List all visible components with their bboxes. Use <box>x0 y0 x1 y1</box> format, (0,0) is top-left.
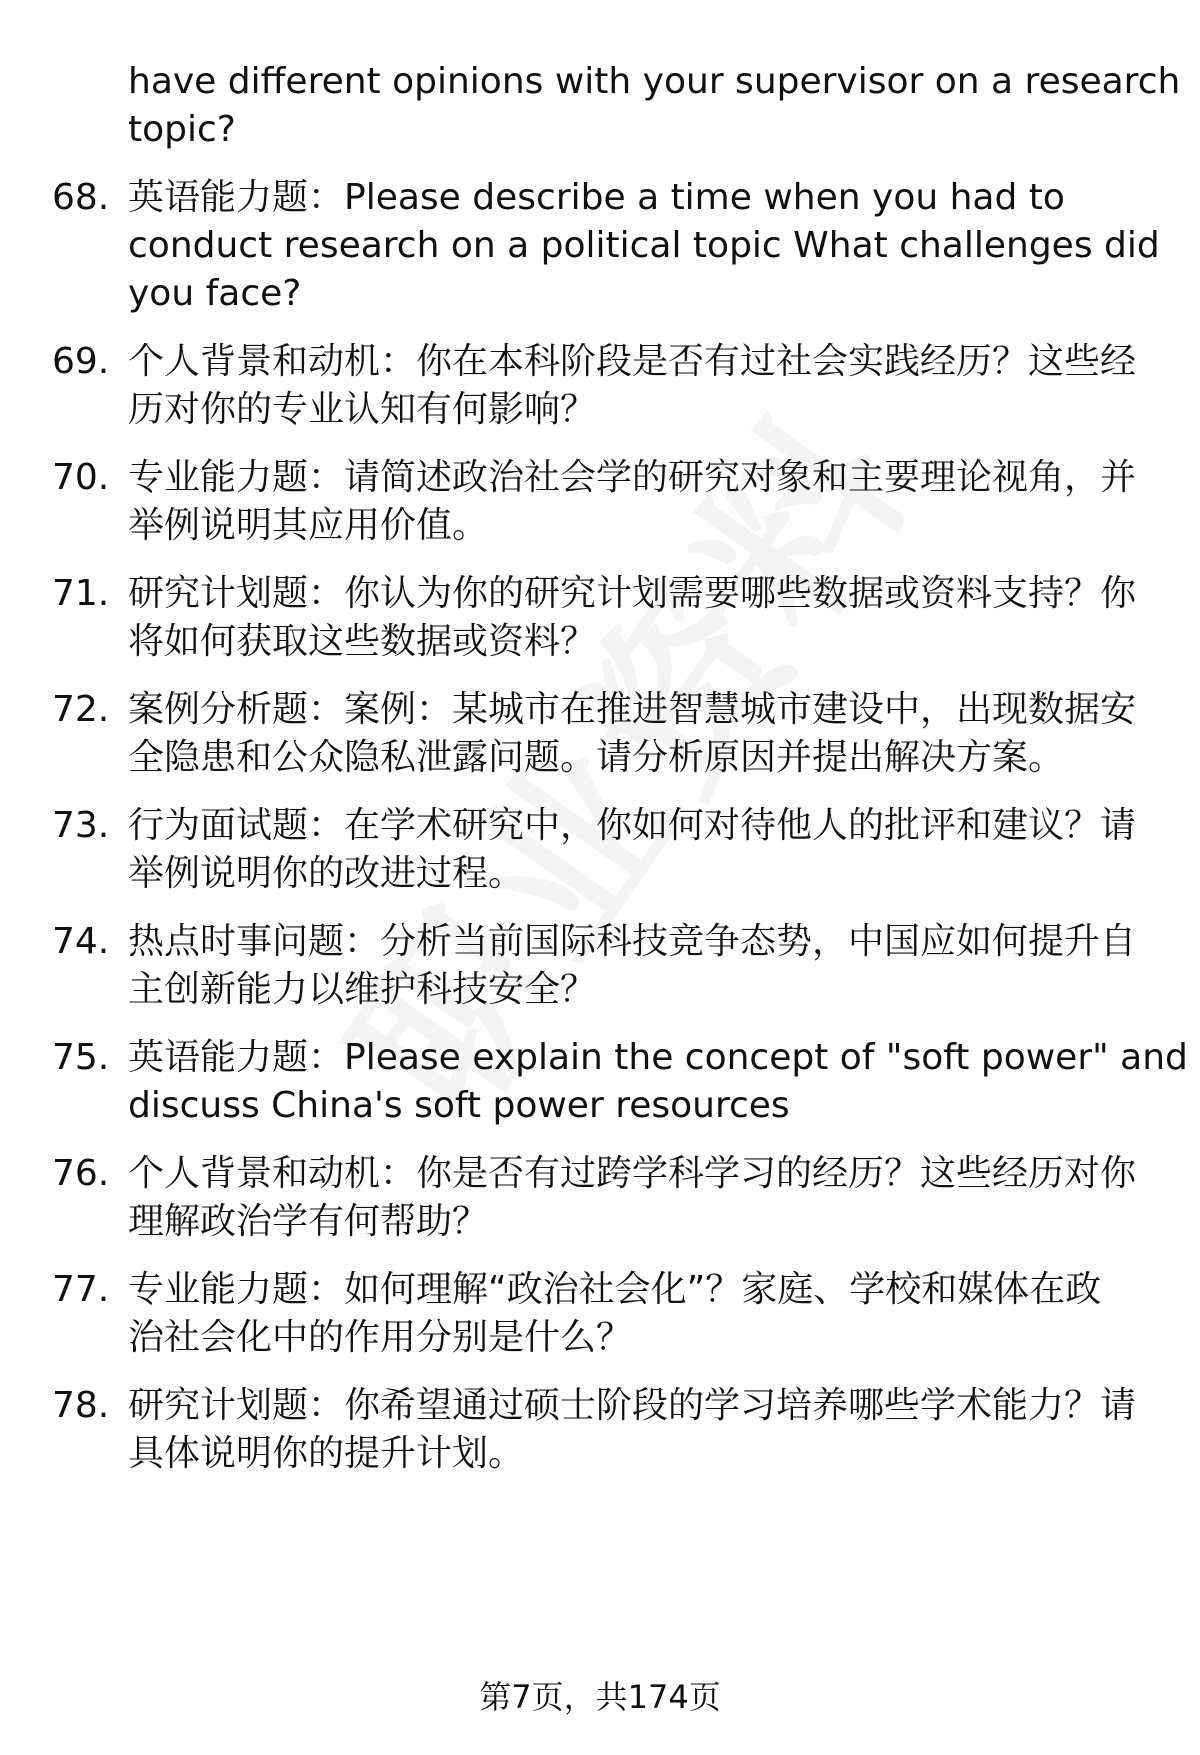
question-70-line-1: 专业能力题：请简述政治社会学的研究对象和主要理论视角，并 <box>128 457 1137 498</box>
question-78-line-1: 研究计划题：你希望通过硕士阶段的学习培养哪些学术能力？请 <box>128 1385 1137 1426</box>
question-70-number: 70. <box>52 457 110 498</box>
question-67-line-1: have different opinions with your supervisor on a research <box>128 61 1181 102</box>
question-68-line-2: conduct research on a political topic What challenges did <box>128 225 1160 266</box>
question-78-line-2: 具体说明你的提升计划。 <box>128 1433 525 1474</box>
question-77-line-1: 专业能力题：如何理解“政治社会化”？家庭、学校和媒体在政 <box>128 1269 1102 1310</box>
page-number: 第7页，共174页 <box>479 1678 721 1716</box>
question-76-line-2: 理解政治学有何帮助？ <box>128 1201 489 1242</box>
question-78-number: 78. <box>52 1385 110 1426</box>
question-75-number: 75. <box>52 1037 110 1078</box>
question-68-number: 68. <box>52 177 110 218</box>
question-73-line-2: 举例说明你的改进过程。 <box>128 853 525 894</box>
question-68-line-1: 英语能力题：Please describe a time when you had to <box>128 177 1065 218</box>
question-69-number: 69. <box>52 341 110 382</box>
question-69-line-2: 历对你的专业认知有何影响？ <box>128 389 597 430</box>
question-74-line-2: 主创新能力以维护科技安全？ <box>128 969 597 1010</box>
question-74-number: 74. <box>52 921 110 962</box>
question-72-line-1: 案例分析题：案例：某城市在推进智慧城市建设中，出现数据安 <box>128 689 1137 730</box>
question-72-number: 72. <box>52 689 110 730</box>
question-73-line-1: 行为面试题：在学术研究中，你如何对待他人的批评和建议？请 <box>128 805 1137 846</box>
question-74-line-1: 热点时事问题：分析当前国际科技竞争态势，中国应如何提升自 <box>128 921 1137 962</box>
question-77-line-2: 治社会化中的作用分别是什么？ <box>128 1317 633 1358</box>
question-70-line-2: 举例说明其应用价值。 <box>128 505 489 546</box>
question-71-line-1: 研究计划题：你认为你的研究计划需要哪些数据或资料支持？你 <box>128 573 1137 614</box>
question-77-number: 77. <box>52 1269 110 1310</box>
question-75-line-2: discuss China's soft power resources <box>128 1085 790 1126</box>
question-71-number: 71. <box>52 573 110 614</box>
question-69-line-1: 个人背景和动机：你在本科阶段是否有过社会实践经历？这些经 <box>128 341 1137 382</box>
question-75-line-1: 英语能力题：Please explain the concept of "soft power" and <box>128 1037 1188 1078</box>
question-76-line-1: 个人背景和动机：你是否有过跨学科学习的经历？这些经历对你 <box>128 1153 1137 1194</box>
question-72-line-2: 全隐患和公众隐私泄露问题。请分析原因并提出解决方案。 <box>128 737 1065 778</box>
question-73-number: 73. <box>52 805 110 846</box>
question-67-line-2: topic? <box>128 109 236 150</box>
question-71-line-2: 将如何获取这些数据或资料？ <box>128 621 597 662</box>
question-76-number: 76. <box>52 1153 110 1194</box>
question-68-line-3: you face? <box>128 273 302 314</box>
